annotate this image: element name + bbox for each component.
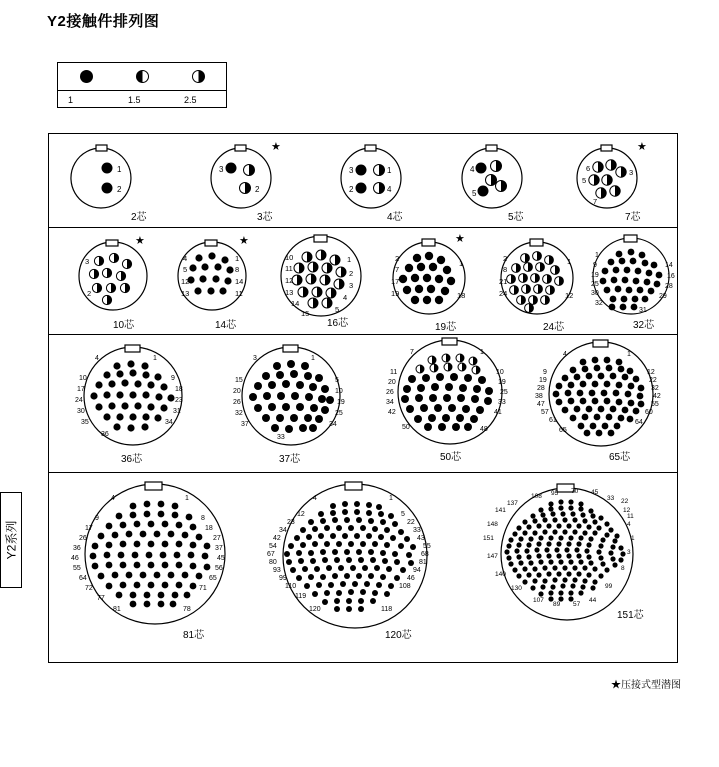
svg-text:19: 19 (498, 379, 506, 386)
connector-81pin-caption: 81芯 (183, 630, 205, 641)
series-side-tab (0, 492, 22, 588)
svg-text:37: 37 (215, 545, 223, 552)
connector-14pin-caption: 14芯 (215, 320, 237, 331)
svg-text:2: 2 (349, 269, 354, 278)
svg-text:34: 34 (279, 527, 287, 534)
connector-37pin-drawing (217, 340, 367, 468)
svg-text:9: 9 (95, 515, 99, 522)
svg-text:10: 10 (496, 369, 504, 376)
svg-text:4: 4 (343, 293, 348, 302)
full-dot-icon (80, 70, 93, 83)
svg-text:15: 15 (235, 377, 243, 384)
connector-151pin-drawing (467, 478, 667, 658)
svg-text:57: 57 (573, 601, 581, 608)
svg-text:13: 13 (181, 289, 190, 298)
svg-text:47: 47 (537, 401, 545, 408)
svg-text:2: 2 (503, 254, 508, 263)
svg-text:3: 3 (349, 281, 354, 290)
svg-text:5: 5 (335, 305, 340, 314)
connector-3pin-drawing (183, 142, 303, 222)
svg-text:33: 33 (498, 399, 506, 406)
svg-text:68: 68 (421, 551, 429, 558)
connector-7pin (549, 142, 671, 222)
svg-text:81: 81 (113, 606, 121, 613)
svg-text:5: 5 (582, 176, 587, 185)
connector-layout-frame (48, 133, 678, 663)
svg-text:95: 95 (551, 490, 559, 497)
connector-37pin-caption: 37芯 (279, 454, 301, 465)
connector-14pin (157, 236, 267, 332)
legend-label-2-5: 2.5 (184, 94, 197, 105)
svg-text:11: 11 (285, 264, 293, 273)
connector-10pin-caption: 10芯 (113, 320, 135, 331)
svg-text:55: 55 (423, 543, 431, 550)
svg-text:2: 2 (87, 289, 92, 298)
connector-16pin (261, 230, 381, 334)
svg-text:3: 3 (627, 549, 631, 556)
connector-4pin-caption: 4芯 (387, 212, 403, 223)
svg-text:1: 1 (631, 535, 635, 542)
connector-2pin-drawing (63, 142, 173, 222)
connector-2pin-caption: 2芯 (131, 212, 147, 223)
svg-text:4: 4 (627, 521, 631, 528)
svg-text:4: 4 (111, 495, 115, 502)
connector-3pin (183, 142, 303, 222)
connector-120pin-caption: 120芯 (385, 630, 412, 641)
svg-text:11: 11 (390, 369, 398, 376)
svg-text:45: 45 (591, 489, 599, 496)
svg-text:5: 5 (472, 189, 477, 198)
svg-text:1: 1 (627, 351, 631, 358)
svg-text:140: 140 (495, 571, 506, 578)
svg-text:46: 46 (407, 575, 415, 582)
svg-text:18: 18 (205, 525, 213, 532)
svg-text:22: 22 (649, 377, 657, 384)
connector-151pin (467, 478, 667, 658)
svg-text:4: 4 (387, 185, 392, 194)
svg-text:26: 26 (79, 535, 87, 542)
svg-text:38: 38 (535, 393, 543, 400)
connector-19pin-star: ★ (455, 233, 465, 245)
svg-text:107: 107 (533, 597, 544, 604)
svg-text:4: 4 (313, 495, 317, 502)
svg-text:34: 34 (386, 399, 394, 406)
connector-36pin-caption: 36芯 (121, 454, 143, 465)
svg-text:64: 64 (79, 575, 87, 582)
svg-text:19: 19 (391, 289, 400, 298)
svg-text:55: 55 (73, 565, 81, 572)
svg-text:141: 141 (495, 507, 506, 514)
svg-text:16: 16 (667, 273, 675, 280)
svg-text:30: 30 (77, 408, 85, 415)
connector-14pin-drawing (157, 236, 267, 332)
connector-5pin (434, 142, 554, 222)
svg-text:20: 20 (233, 388, 241, 395)
svg-text:32: 32 (651, 385, 659, 392)
svg-text:18: 18 (457, 291, 466, 300)
connector-36pin (59, 340, 209, 468)
svg-text:60: 60 (645, 409, 653, 416)
svg-text:7: 7 (593, 197, 598, 206)
legend-symbol-half-right (114, 63, 170, 90)
svg-text:8: 8 (201, 515, 205, 522)
connector-32pin-drawing (579, 230, 683, 334)
svg-text:12: 12 (285, 276, 294, 285)
half-dot-left-icon (192, 70, 205, 83)
svg-text:32: 32 (595, 300, 603, 307)
svg-text:4: 4 (183, 254, 188, 263)
svg-text:3: 3 (349, 166, 354, 175)
svg-text:4: 4 (563, 351, 567, 358)
svg-text:108: 108 (399, 583, 411, 590)
svg-text:48: 48 (480, 426, 488, 433)
svg-text:14: 14 (235, 277, 244, 286)
svg-text:41: 41 (494, 409, 502, 416)
legend-label-row (58, 91, 226, 108)
legend-box (57, 62, 227, 108)
connector-32pin (579, 230, 683, 334)
svg-text:25: 25 (335, 410, 343, 417)
svg-text:54: 54 (269, 543, 277, 550)
svg-text:30: 30 (591, 290, 599, 297)
svg-text:1: 1 (567, 257, 572, 266)
svg-text:1: 1 (389, 495, 393, 502)
svg-text:22: 22 (621, 498, 629, 505)
svg-text:5: 5 (183, 265, 188, 274)
connector-16pin-caption: 16芯 (327, 318, 349, 329)
svg-text:32: 32 (235, 410, 243, 417)
svg-text:5: 5 (335, 377, 339, 384)
connector-19pin (369, 234, 489, 334)
svg-text:17: 17 (391, 277, 400, 286)
svg-text:5: 5 (401, 511, 405, 518)
svg-text:19: 19 (539, 377, 547, 384)
svg-text:1: 1 (117, 165, 122, 174)
connector-81pin (63, 478, 253, 658)
svg-text:2: 2 (255, 185, 260, 194)
svg-text:24: 24 (499, 289, 508, 298)
connector-81pin-drawing (63, 478, 253, 658)
connector-151pin-caption: 151芯 (617, 610, 644, 621)
svg-text:13: 13 (285, 288, 294, 297)
svg-text:6: 6 (586, 164, 591, 173)
connector-10pin (59, 236, 167, 332)
connector-7pin-caption: 7芯 (625, 212, 641, 223)
svg-text:3: 3 (629, 168, 634, 177)
svg-text:42: 42 (273, 535, 281, 542)
connector-120pin (257, 478, 457, 658)
svg-text:43: 43 (417, 535, 425, 542)
connector-7pin-drawing (549, 142, 671, 222)
svg-text:8: 8 (503, 265, 508, 274)
connector-65pin-caption: 65芯 (609, 452, 631, 463)
connector-4pin (313, 142, 433, 222)
svg-text:8: 8 (621, 565, 625, 572)
connector-4pin-drawing (313, 142, 433, 222)
svg-text:36: 36 (101, 431, 109, 438)
svg-text:8: 8 (235, 265, 240, 274)
svg-text:67: 67 (267, 551, 275, 558)
svg-text:99: 99 (279, 575, 287, 582)
svg-text:2: 2 (349, 185, 354, 194)
svg-text:10: 10 (79, 375, 87, 382)
connector-36pin-drawing (59, 340, 209, 468)
svg-text:94: 94 (413, 567, 421, 574)
svg-text:45: 45 (217, 555, 225, 562)
connector-2pin (63, 142, 173, 222)
svg-text:57: 57 (541, 409, 549, 416)
svg-text:31: 31 (639, 307, 647, 314)
svg-text:33: 33 (413, 527, 421, 534)
svg-text:65: 65 (209, 575, 217, 582)
connector-5pin-drawing (434, 142, 554, 222)
svg-text:26: 26 (386, 389, 394, 396)
svg-text:28: 28 (537, 385, 545, 392)
svg-text:23: 23 (175, 397, 183, 404)
connector-32pin-caption: 32芯 (633, 320, 655, 331)
connector-7pin-star: ★ (637, 141, 647, 153)
connector-5pin-caption: 5芯 (508, 212, 524, 223)
half-dot-right-icon (136, 70, 149, 83)
svg-text:28: 28 (665, 283, 673, 290)
svg-text:24: 24 (75, 397, 83, 404)
connector-65pin (529, 336, 679, 468)
svg-text:3: 3 (85, 257, 90, 266)
series-side-tab-label: Y2系列 (4, 520, 19, 560)
svg-text:31: 31 (173, 408, 181, 415)
connector-24pin-caption: 24芯 (543, 322, 565, 333)
svg-text:19: 19 (591, 272, 599, 279)
legend-symbol-full (58, 63, 114, 90)
svg-text:1: 1 (153, 355, 157, 362)
svg-text:55: 55 (651, 401, 659, 408)
svg-text:4: 4 (470, 165, 475, 174)
svg-text:17: 17 (77, 386, 85, 393)
svg-text:12: 12 (297, 511, 305, 518)
svg-text:1: 1 (480, 349, 484, 356)
svg-text:64: 64 (635, 419, 643, 426)
svg-text:1: 1 (235, 254, 240, 263)
svg-text:148: 148 (487, 521, 498, 528)
svg-text:12: 12 (623, 507, 631, 514)
svg-text:77: 77 (97, 595, 105, 602)
connector-16pin-drawing (261, 230, 381, 334)
svg-text:1: 1 (595, 252, 599, 259)
svg-text:22: 22 (407, 519, 415, 526)
connector-50pin-caption: 50芯 (440, 452, 462, 463)
svg-text:108: 108 (531, 493, 542, 500)
legend-label-1-5: 1.5 (128, 94, 141, 105)
svg-text:11: 11 (235, 289, 243, 298)
svg-text:130: 130 (511, 585, 522, 592)
connector-3pin-caption: 3芯 (257, 212, 273, 223)
svg-text:12: 12 (647, 369, 655, 376)
svg-text:80: 80 (269, 559, 277, 566)
svg-text:11: 11 (627, 513, 634, 520)
connector-65pin-drawing (529, 336, 679, 468)
legend-label-1: 1 (68, 94, 74, 105)
row-divider-1 (49, 227, 677, 228)
svg-text:50: 50 (402, 424, 410, 431)
svg-text:34: 34 (165, 419, 173, 426)
svg-text:120: 120 (309, 606, 321, 613)
svg-text:61: 61 (549, 417, 557, 424)
svg-text:21: 21 (499, 277, 508, 286)
svg-text:110: 110 (285, 583, 297, 590)
svg-text:10: 10 (335, 388, 343, 395)
svg-text:1: 1 (387, 166, 392, 175)
row-divider-2 (49, 334, 677, 335)
svg-text:3: 3 (219, 165, 224, 174)
svg-text:37: 37 (241, 421, 249, 428)
svg-text:1: 1 (185, 495, 189, 502)
svg-text:1: 1 (459, 259, 464, 268)
svg-text:35: 35 (81, 419, 89, 426)
svg-text:137: 137 (507, 500, 518, 507)
legend-symbol-half-left (170, 63, 226, 90)
svg-text:7: 7 (395, 265, 400, 274)
svg-text:27: 27 (213, 535, 221, 542)
svg-text:2: 2 (117, 185, 122, 194)
svg-text:89: 89 (553, 601, 561, 608)
svg-text:65: 65 (559, 427, 567, 434)
svg-text:78: 78 (183, 606, 191, 613)
svg-text:23: 23 (287, 519, 295, 526)
svg-text:70: 70 (571, 488, 579, 495)
svg-text:3: 3 (253, 355, 257, 362)
svg-text:93: 93 (273, 567, 281, 574)
svg-text:19: 19 (337, 399, 345, 406)
svg-text:71: 71 (199, 585, 207, 592)
connector-19pin-drawing (369, 234, 489, 334)
svg-text:12: 12 (181, 277, 190, 286)
legend-symbol-row (58, 63, 226, 91)
svg-text:151: 151 (483, 535, 494, 542)
svg-text:72: 72 (85, 585, 93, 592)
svg-text:44: 44 (589, 597, 597, 604)
svg-text:9: 9 (543, 369, 547, 376)
svg-text:36: 36 (73, 545, 81, 552)
svg-text:29: 29 (659, 293, 667, 300)
svg-text:10: 10 (285, 253, 294, 262)
svg-text:42: 42 (388, 409, 396, 416)
svg-text:2: 2 (395, 254, 400, 263)
svg-text:4: 4 (95, 355, 99, 362)
connector-50pin (374, 334, 526, 468)
row-divider-3 (49, 472, 677, 473)
svg-text:34: 34 (329, 421, 337, 428)
svg-text:17: 17 (85, 525, 93, 532)
svg-text:25: 25 (591, 281, 599, 288)
footnote-note: ★压接式型潜图 (611, 680, 681, 691)
svg-text:46: 46 (71, 555, 79, 562)
svg-text:33: 33 (277, 434, 285, 441)
svg-text:15: 15 (301, 309, 310, 318)
connector-14pin-star: ★ (239, 235, 249, 247)
svg-text:99: 99 (605, 583, 613, 590)
svg-text:18: 18 (175, 386, 183, 393)
svg-text:1: 1 (311, 355, 315, 362)
svg-text:20: 20 (388, 379, 396, 386)
svg-text:56: 56 (215, 565, 223, 572)
page-title: Y2接触件排列图 (47, 13, 160, 30)
connector-19pin-caption: 19芯 (435, 322, 457, 333)
connector-120pin-drawing (257, 478, 457, 658)
connector-3pin-star: ★ (271, 141, 281, 153)
svg-text:14: 14 (665, 262, 673, 269)
svg-text:81: 81 (419, 559, 427, 566)
svg-text:9: 9 (171, 375, 175, 382)
svg-text:25: 25 (500, 389, 508, 396)
svg-text:7: 7 (410, 349, 414, 356)
svg-text:9: 9 (593, 262, 597, 269)
svg-text:118: 118 (381, 606, 393, 613)
svg-text:1: 1 (347, 255, 352, 264)
connector-37pin (217, 340, 367, 468)
svg-text:147: 147 (487, 553, 498, 560)
connector-10pin-star: ★ (135, 235, 145, 247)
svg-text:42: 42 (653, 393, 661, 400)
svg-text:12: 12 (565, 291, 574, 300)
svg-text:14: 14 (291, 299, 300, 308)
svg-text:119: 119 (295, 593, 307, 600)
svg-text:26: 26 (233, 399, 241, 406)
svg-text:33: 33 (607, 495, 615, 502)
